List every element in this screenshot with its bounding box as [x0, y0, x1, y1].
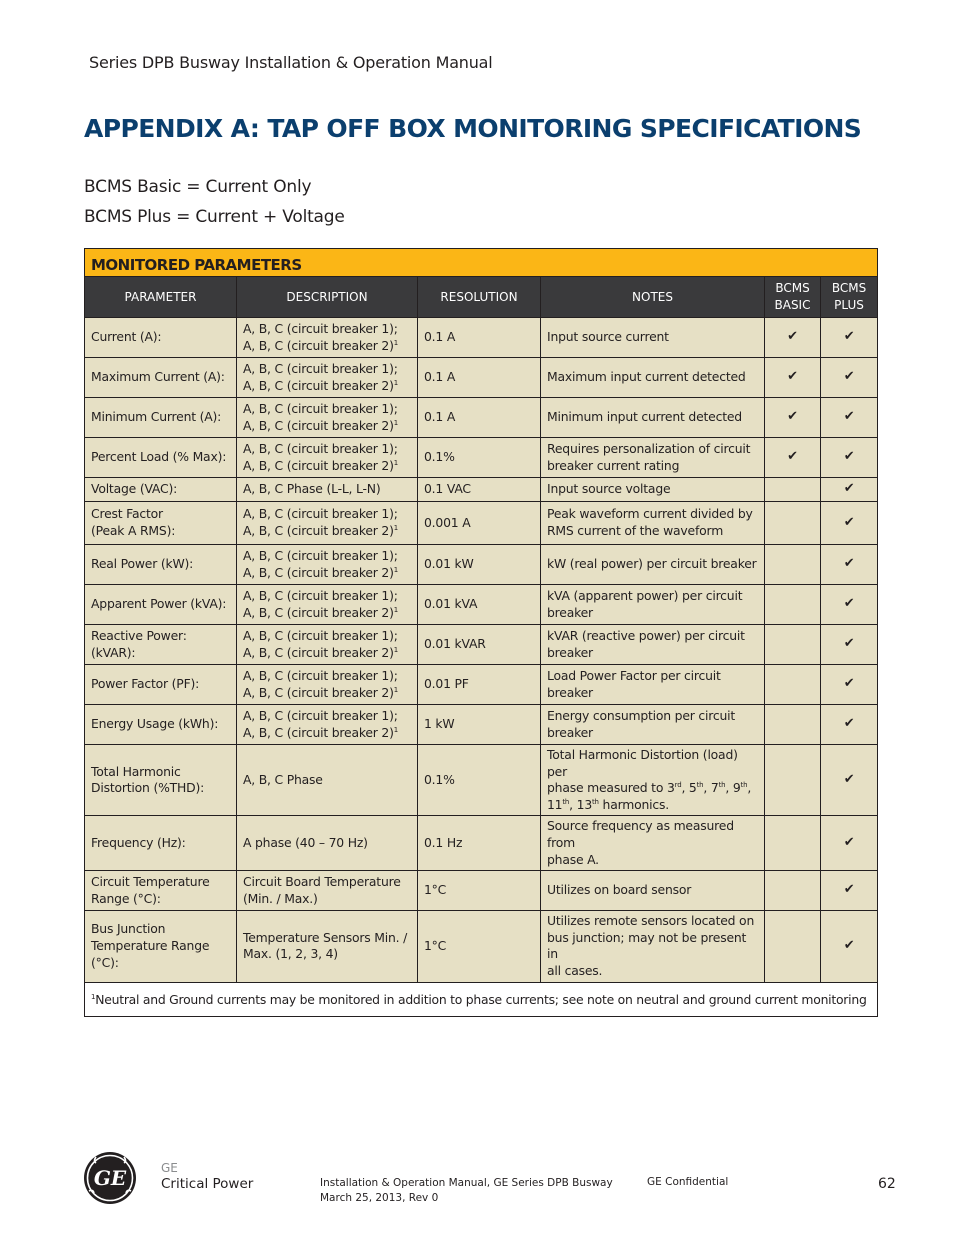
check-icon: ✔ [787, 449, 798, 465]
cell-line: Crest Factor [91, 506, 163, 522]
cell-line: breaker [547, 604, 593, 620]
cell-line: A phase (40 – 70 Hz) [243, 834, 368, 850]
cell-line: A, B, C (circuit breaker 2) [243, 684, 394, 700]
footer-confidential: GE Confidential [647, 1176, 729, 1188]
cell-line: Input source voltage [547, 481, 671, 497]
cell-line: kW (real power) per circuit breaker [547, 556, 757, 572]
check-icon: ✔ [843, 938, 855, 954]
cell-line: breaker [547, 724, 593, 740]
logo-lettering: GE [93, 1166, 127, 1190]
bcms-plus-cell [821, 398, 878, 438]
bcms-plus-cell [821, 478, 878, 502]
footnote-ref: 1 [393, 458, 399, 467]
bcms-basic-cell [765, 871, 821, 911]
footer-doc-date: March 25, 2013, Rev 0 [320, 1192, 439, 1204]
resolution-cell: 0.1 Hz [418, 816, 541, 871]
footnote-ref: 1 [393, 418, 399, 427]
table-row [85, 545, 878, 585]
bcms-basic-definition: BCMS Basic = Current Only [84, 177, 312, 197]
cell-line: A, B, C (circuit breaker 2) [243, 604, 394, 620]
table-row [85, 911, 878, 982]
cell-line: Minimum input current detected [547, 409, 742, 425]
cell-line: , 9 [725, 780, 741, 796]
parameter-cell [85, 398, 237, 438]
footnote-ref: 1 [393, 565, 399, 574]
check-icon: ✔ [843, 676, 855, 692]
notes-cell [541, 911, 765, 982]
bcms-basic-cell [765, 745, 821, 816]
description-cell [237, 358, 418, 398]
notes-cell [541, 318, 765, 358]
parameter-cell [85, 816, 237, 871]
cell-line: Circuit Board Temperature [243, 874, 401, 890]
description-cell [237, 585, 418, 625]
resolution-cell: 0.1% [418, 438, 541, 478]
table-row [85, 871, 878, 911]
notes-cell [541, 871, 765, 911]
cell-line: A, B, C (circuit breaker 1); [243, 400, 398, 416]
table-row [85, 438, 878, 478]
notes-cell [541, 816, 765, 871]
resolution-cell: 1°C [418, 871, 541, 911]
table-row [85, 585, 878, 625]
cell-line: Voltage (VAC): [91, 481, 178, 497]
cell-line: A, B, C (circuit breaker 2) [243, 564, 394, 580]
cell-line: Minimum Current (A): [91, 409, 222, 425]
footnote-ref: 1 [393, 725, 399, 734]
cell-line: A, B, C (circuit breaker 2) [243, 644, 394, 660]
bcms-basic-cell [765, 625, 821, 665]
footnote-mark: 1 [91, 992, 96, 1001]
parameter-cell [85, 705, 237, 745]
bcms-basic-cell [765, 318, 821, 358]
bcms-basic-cell [765, 585, 821, 625]
check-icon: ✔ [843, 514, 855, 530]
cell-line: Peak waveform current divided by [547, 506, 753, 522]
bcms-plus-cell [821, 816, 878, 871]
cell-line: Maximum Current (A): [91, 369, 225, 385]
cell-line: bus junction; may not be present in [547, 929, 747, 962]
table-row [85, 665, 878, 705]
table-row [85, 478, 878, 502]
description-cell [237, 318, 418, 358]
bcms-plus-cell [821, 705, 878, 745]
notes-cell [541, 478, 765, 502]
check-icon: ✔ [787, 329, 798, 345]
cell-line: Max. (1, 2, 3, 4) [243, 946, 338, 962]
resolution-cell: 0.1 A [418, 398, 541, 438]
parameter-cell [85, 871, 237, 911]
notes-cell [541, 585, 765, 625]
description-cell [237, 665, 418, 705]
notes-cell [541, 705, 765, 745]
cell-line: phase measured to 3 [547, 780, 675, 796]
cell-line: A, B, C (circuit breaker 1); [243, 547, 398, 563]
section-bar [85, 249, 878, 277]
cell-line: Input source current [547, 329, 669, 345]
bcms-plus-cell [821, 665, 878, 705]
cell-line: A, B, C (circuit breaker 2) [243, 724, 394, 740]
cell-line: , [747, 780, 752, 796]
page-title: APPENDIX A: TAP OFF BOX MONITORING SPECIFICATIONS [84, 114, 862, 143]
resolution-cell: 0.01 kW [418, 545, 541, 585]
bcms-plus-cell [821, 625, 878, 665]
table-row [85, 398, 878, 438]
notes-cell [541, 625, 765, 665]
cell-line: kVA (apparent power) per circuit [547, 587, 743, 603]
cell-line: Maximum input current detected [547, 369, 746, 385]
cell-line: harmonics. [598, 796, 670, 812]
cell-line: Energy consumption per circuit [547, 707, 736, 723]
check-icon: ✔ [843, 481, 855, 497]
cell-line: breaker [547, 684, 593, 700]
bcms-plus-cell [821, 318, 878, 358]
description-cell [237, 705, 418, 745]
parameter-cell [85, 318, 237, 358]
table-row [85, 358, 878, 398]
cell-line: A, B, C (circuit breaker 1); [243, 587, 398, 603]
cell-line: A, B, C (circuit breaker 2) [243, 417, 394, 433]
bcms-basic-cell [765, 705, 821, 745]
cell-line: Requires personalization of circuit [547, 440, 751, 456]
bcms-plus-cell [821, 545, 878, 585]
cell-line: 11 [547, 796, 563, 812]
bcms-basic-cell [765, 502, 821, 545]
bcms-plus-definition: BCMS Plus = Current + Voltage [84, 207, 345, 227]
bcms-basic-cell [765, 438, 821, 478]
ordinal-suffix: th [740, 781, 748, 790]
check-icon: ✔ [843, 369, 855, 385]
resolution-cell: 0.1 A [418, 358, 541, 398]
column-header-bcms-plus: BCMS PLUS [821, 277, 878, 318]
cell-line: A, B, C Phase (L-L, L-N) [243, 481, 381, 497]
bcms-basic-cell [765, 358, 821, 398]
monitored-parameters-table [84, 248, 878, 1017]
section-label: MONITORED PARAMETERS [85, 249, 878, 277]
check-icon: ✔ [843, 834, 855, 850]
parameter-cell [85, 745, 237, 816]
bcms-plus-cell [821, 911, 878, 982]
parameter-cell [85, 911, 237, 982]
footer-company: GE [161, 1161, 178, 1175]
description-cell [237, 911, 418, 982]
column-header-notes: NOTES [541, 277, 765, 318]
cell-line: Percent Load (% Max): [91, 449, 227, 465]
description-cell [237, 816, 418, 871]
cell-line: Total Harmonic Distortion (load) per [547, 747, 738, 779]
resolution-cell: 0.01 kVA [418, 585, 541, 625]
footer-division: Critical Power [161, 1176, 254, 1192]
footnote-ref: 1 [393, 378, 399, 387]
cell-line: A, B, C (circuit breaker 2) [243, 523, 394, 538]
footnote-ref: 1 [393, 338, 399, 347]
parameter-cell [85, 478, 237, 502]
cell-line: RMS current of the waveform [547, 523, 724, 538]
description-cell [237, 871, 418, 911]
parameter-cell [85, 358, 237, 398]
description-cell [237, 478, 418, 502]
cell-line: , 13 [569, 796, 593, 812]
resolution-cell: 0.1 VAC [418, 478, 541, 502]
cell-line: Range (°C): [91, 890, 161, 906]
cell-line: A, B, C (circuit breaker 1); [243, 627, 398, 643]
column-header-description: DESCRIPTION [237, 277, 418, 318]
table-row [85, 816, 878, 871]
cell-line: A, B, C (circuit breaker 1); [243, 440, 398, 456]
cell-line: breaker [547, 644, 593, 660]
resolution-cell: 0.1 A [418, 318, 541, 358]
table-row [85, 502, 878, 545]
footnote-ref: 1 [393, 645, 399, 654]
cell-line: Power Factor (PF): [91, 676, 200, 692]
table-row [85, 318, 878, 358]
check-icon: ✔ [843, 449, 855, 465]
bcms-plus-cell [821, 502, 878, 545]
cell-line: Bus Junction [91, 921, 166, 937]
bcms-basic-cell [765, 398, 821, 438]
cell-line: Apparent Power (kVA): [91, 596, 227, 612]
bcms-plus-cell [821, 358, 878, 398]
footnote-row [85, 982, 878, 1016]
bcms-basic-cell [765, 665, 821, 705]
check-icon: ✔ [843, 716, 855, 732]
resolution-cell: 0.01 kVAR [418, 625, 541, 665]
notes-cell [541, 745, 765, 816]
notes-cell [541, 665, 765, 705]
bcms-basic-cell [765, 478, 821, 502]
resolution-cell: 0.001 A [418, 502, 541, 545]
description-cell [237, 545, 418, 585]
cell-line: (Min. / Max.) [243, 890, 318, 906]
bcms-basic-cell [765, 911, 821, 982]
ordinal-suffix: th [718, 781, 726, 790]
cell-line: A, B, C (circuit breaker 2) [243, 377, 394, 393]
ge-monogram-logo [83, 1151, 137, 1205]
bcms-plus-cell [821, 438, 878, 478]
resolution-cell: 1 kW [418, 705, 541, 745]
notes-cell [541, 358, 765, 398]
footnote [85, 982, 878, 1016]
parameter-cell [85, 438, 237, 478]
cell-line: Frequency (Hz): [91, 834, 186, 850]
check-icon: ✔ [843, 882, 855, 898]
cell-line: Distortion (%THD): [91, 780, 205, 796]
description-cell [237, 502, 418, 545]
cell-line: A, B, C (circuit breaker 1); [243, 667, 398, 683]
cell-line: , 5 [681, 780, 697, 796]
table-row [85, 705, 878, 745]
parameter-cell [85, 545, 237, 585]
cell-line: kVAR (reactive power) per circuit [547, 627, 745, 643]
cell-line: all cases. [547, 962, 603, 978]
page-number: 62 [878, 1176, 896, 1192]
check-icon: ✔ [843, 409, 855, 425]
resolution-cell: 0.1% [418, 745, 541, 816]
notes-cell [541, 545, 765, 585]
notes-cell [541, 398, 765, 438]
cell-line: (°C): [91, 954, 119, 970]
parameter-cell [85, 625, 237, 665]
table-row [85, 625, 878, 665]
cell-line: Circuit Temperature [91, 874, 210, 890]
column-header-parameter: PARAMETER [85, 277, 237, 318]
check-icon: ✔ [843, 596, 855, 612]
check-icon: ✔ [787, 369, 798, 385]
check-icon: ✔ [843, 329, 855, 345]
cell-line: Energy Usage (kWh): [91, 716, 219, 732]
parameter-cell [85, 585, 237, 625]
ordinal-suffix: rd [674, 781, 682, 790]
table-row [85, 745, 878, 816]
resolution-cell: 0.01 PF [418, 665, 541, 705]
footnote-text: Neutral and Ground currents may be monitored in addition to phase currents; see note on neutral and ground current monitoring [95, 991, 867, 1007]
notes-cell [541, 438, 765, 478]
description-cell [237, 438, 418, 478]
ordinal-suffix: th [696, 781, 704, 790]
column-header-resolution: RESOLUTION [418, 277, 541, 318]
parameter-cell [85, 502, 237, 545]
bcms-basic-cell [765, 545, 821, 585]
ordinal-suffix: th [562, 797, 570, 806]
cell-line: Reactive Power: (kVAR): [91, 627, 187, 660]
footnote-ref: 1 [393, 685, 399, 694]
ordinal-suffix: th [592, 797, 599, 806]
table-header-row [85, 277, 878, 318]
cell-line: Temperature Sensors Min. / [243, 929, 408, 945]
description-cell [237, 398, 418, 438]
bcms-basic-cell [765, 816, 821, 871]
cell-line: A, B, C (circuit breaker 2) [243, 457, 394, 473]
cell-line: Utilizes remote sensors located on [547, 913, 755, 929]
description-cell [237, 745, 418, 816]
cell-line: A, B, C (circuit breaker 1); [243, 320, 398, 336]
cell-line: Load Power Factor per circuit [547, 667, 721, 683]
cell-line: , 7 [703, 780, 719, 796]
footer-document-info [320, 1176, 613, 1206]
cell-line: A, B, C (circuit breaker 1); [243, 360, 398, 376]
running-header: Series DPB Busway Installation & Operation Manual [89, 53, 493, 72]
footer-doc-title: Installation & Operation Manual, GE Series DPB Busway [320, 1177, 613, 1189]
bcms-plus-cell [821, 585, 878, 625]
table-body [85, 318, 878, 983]
cell-line: Current (A): [91, 329, 162, 345]
cell-line: Utilizes on board sensor [547, 882, 692, 898]
cell-line: Source frequency as measured from [547, 818, 734, 850]
cell-line: A, B, C (circuit breaker 1); [243, 506, 398, 522]
cell-line: (Peak A RMS): [91, 523, 176, 538]
cell-line: breaker current rating [547, 457, 680, 473]
cell-line: phase A. [547, 851, 599, 867]
cell-line: A, B, C (circuit breaker 2) [243, 337, 394, 353]
cell-line: Total Harmonic [91, 763, 181, 779]
column-header-bcms-basic: BCMS BASIC [765, 277, 821, 318]
check-icon: ✔ [787, 409, 798, 425]
cell-line: Real Power (kW): [91, 556, 194, 572]
notes-cell [541, 502, 765, 545]
check-icon: ✔ [843, 771, 855, 787]
parameter-cell [85, 665, 237, 705]
check-icon: ✔ [843, 636, 855, 652]
bcms-plus-cell [821, 871, 878, 911]
bcms-plus-cell [821, 745, 878, 816]
footnote-ref: 1 [393, 523, 399, 532]
cell-line: A, B, C (circuit breaker 1); [243, 707, 398, 723]
check-icon: ✔ [843, 556, 855, 572]
description-cell [237, 625, 418, 665]
resolution-cell: 1°C [418, 911, 541, 982]
footnote-ref: 1 [393, 605, 399, 614]
cell-line: Temperature Range [91, 938, 210, 954]
cell-line: A, B, C Phase [243, 771, 323, 787]
